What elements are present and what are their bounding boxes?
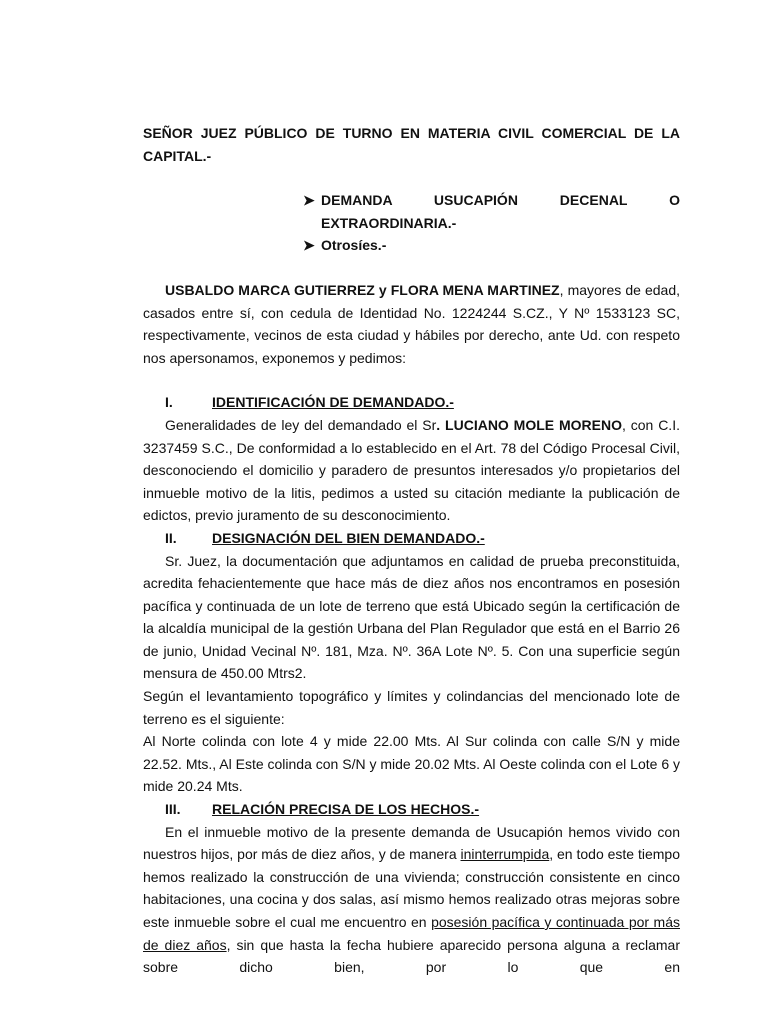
reference-list	[301, 189, 680, 257]
section1-paragraph	[143, 414, 680, 527]
section-number: I.	[165, 394, 173, 411]
section3-paragraph	[143, 821, 680, 979]
section3-text: , en todo este tiempo hemos realizado la construcción de una vivienda; construcción consistente en cinco habitaciones, una cocina y dos salas, así mismo hemos realizado otras mejoras sobre este inmueble sobre el cual me encuentro en	[143, 846, 680, 930]
arrow-bullet-icon: ➤	[303, 192, 315, 209]
section3-text: En el inmueble motivo de la presente demanda de Usucapión hemos vivido con nuestros hijos, por más de diez años, y de manera	[143, 823, 680, 863]
defendant-name: . LUCIANO MOLE MORENO	[436, 416, 622, 433]
section2-paragraph: Según el levantamiento topográfico y límites y colindancias del mencionado lote de terreno es el siguiente:	[143, 688, 680, 727]
section-title: DESIGNACIÓN DEL BIEN DEMANDADO.-	[212, 529, 485, 546]
court-heading: SEÑOR JUEZ PÚBLICO DE TURNO EN MATERIA CIVIL COMERCIAL DE LA CAPITAL.-	[143, 125, 680, 164]
arrow-bullet-icon: ➤	[303, 237, 315, 254]
section-heading-1	[143, 391, 680, 414]
section2-paragraph: Al Norte colinda con lote 4 y mide 22.00 Mts. Al Sur colinda con calle S/N y mide 22.52. Mts., Al Este colinda con S/N y mide 20.02 Mts. Al Oeste colinda con el Lote 6 y mide 20.24 Mts.	[143, 733, 680, 795]
plaintiff-names: USBALDO MARCA GUTIERREZ y FLORA MENA MARTINEZ	[165, 281, 560, 298]
underlined-text: posesión pacífica y continuada por más de diez años	[143, 914, 680, 953]
section-number: II.	[165, 529, 177, 546]
intro-text: , mayores de edad, casados entre sí, con cedula de Identidad No. 1224244 S.CZ., Y Nº 1533123 SC, respectivamente, vecinos de esta ciudad y hábiles por derecho, ante Ud. con respeto nos apersonamos, exponemos y pedimos:	[143, 281, 680, 366]
section1-text: Generalidades de ley del demandado el Sr	[165, 416, 437, 433]
section1-text: , con C.I. 3237459 S.C., De conformidad a lo establecido en el Art. 78 del Código Procesal Civil, desconociendo el domicilio y paradero de presuntos interesados y/o propietarios del inmueble motivo de la litis, pedimos a usted su citación mediante la publicación de edictos, previo juramento de su desconocimiento.	[143, 416, 680, 524]
reference-text: Otrosíes.-	[321, 237, 387, 254]
underlined-text: ininterrumpida	[460, 846, 550, 863]
section-title: IDENTIFICACIÓN DE DEMANDADO.-	[212, 394, 454, 411]
section-number: III.	[165, 801, 181, 818]
reference-item	[301, 189, 680, 234]
intro-paragraph	[143, 279, 680, 369]
section3-text: , sin que hasta la fecha hubiere aparecido persona alguna a reclamar sobre dicho bien, por lo que en	[143, 936, 680, 976]
spacer	[143, 369, 680, 391]
section-heading-2	[143, 527, 680, 550]
document-page	[143, 122, 680, 979]
section-title: RELACIÓN PRECISA DE LOS HECHOS.-	[212, 801, 480, 818]
reference-text: DEMANDA USUCAPIÓN DECENAL O EXTRAORDINARIA.-	[321, 192, 680, 231]
spacer	[143, 257, 680, 279]
reference-item	[301, 234, 680, 257]
section2-paragraph: Sr. Juez, la documentación que adjuntamos en calidad de prueba preconstituida, acredita fehacientemente que hace más de diez años nos encontramos en posesión pacífica y continuada de un lote de terreno que está Ubicado según la certificación de la alcaldía municipal de la gestión Urbana del Plan Regulador que está en el Barrio 26 de junio, Unidad Vecinal Nº. 181, Mza. Nº. 36A Lote Nº. 5. Con una superficie según mensura de 450.00 Mtrs2.	[143, 552, 680, 682]
section-heading-3	[143, 798, 680, 821]
